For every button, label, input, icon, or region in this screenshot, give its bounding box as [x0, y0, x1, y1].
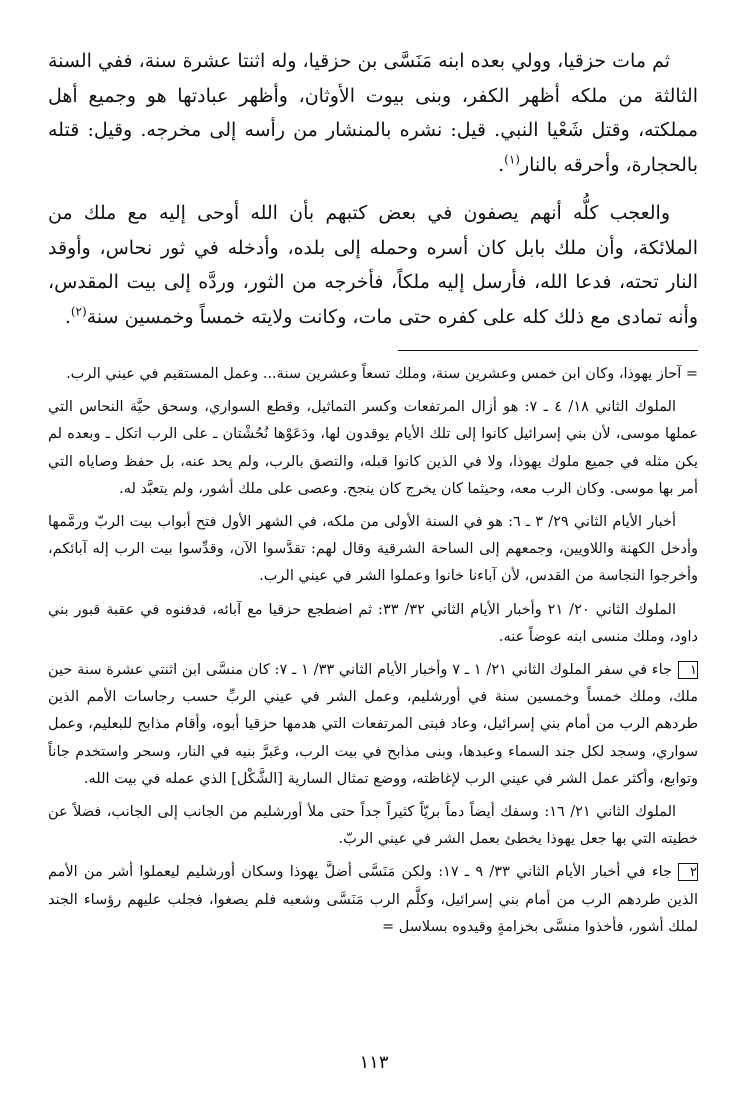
footnote-text: جاء في سفر الملوك الثاني ٢١/ ١ ـ ٧ وأخبار الأيام الثاني ٣٣/ ١ ـ ٧: كان منسَّى ابن اثنتي عشرة سنة حين ملك، وملك خمساً وخمسين سنة في أورشليم، وعمل الشر في عيني الربِّ حسب رجاسات الأمم الذين طردهم الرب من أمام بني إسرائيل، وعاد فبنى المرتفعات التي هدمها حزقيا أبوه، وأقام مذابح للبعليم، وعمل سواري، وسجد لكل جند السماء وعبدها، وبنى مذابح في بيت الرب، وعَبرَّ بنيه في النار، وسحر واستخدم جاناً وتوابع، وأكثر عمل الشر في عيني الرب لإغاظته، ووضع تمثال السارية [الشَّكْل] الذي عمله في بيت الله.	[48, 662, 698, 787]
footnote-ref: (٢)	[70, 304, 87, 319]
footnote-paragraph: الملوك الثاني ١٨/ ٤ ـ ٧: هو أزال المرتفعات وكسر التماثيل، وقطع السواري، وسحق حيَّة النحاس التي عملها موسى، لأن بني إسرائيل كانوا إلى تلك الأيام يوقدون لها، ودَعَوْها نُحُشْتان ـ على الرب اتكل ـ وبعده لم يكن مثله في جميع ملوك يهوذا، ولا في الذين كانوا قبله، والتصق بالرب، ولم يحد عنه، بل حفظ وصاياه التي أمر بها موسى. وكان الرب معه، وحيثما كان يخرج كان ينجح. وعصى على ملك أشور، ولم يتعبَّد له.	[48, 399, 698, 497]
footnote-2	[48, 859, 698, 941]
footnote-continuation: = آحاز يهوذا، وكان ابن خمس وعشرين سنة، وملك تسعاً وعشرين سنة... وعمل المستقيم في عيني الرب.	[66, 366, 698, 382]
footnote-number-box: ١	[678, 661, 698, 679]
footnote-1	[48, 657, 698, 793]
page-number: ١١٣	[359, 1052, 389, 1073]
paragraph-text: والعجب كلُّه أنهم يصفون في بعض كتبهم بأن الله أوحى إليه مع ملك من الملائكة، وأن ملك بابل كان أسره وحمله إلى بلده، وأدخله في ثور نحاس، وأوقد النار تحته، فدعا الله، فأرسل إليه ملكاً، فأخرجه من الثور، وردَّه إلى بيت المقدس، وأنه تمادى مع ذلك كله على كفره حتى مات، وكانت ولايته خمساً وخمسين سنة	[48, 202, 698, 328]
main-text	[48, 44, 698, 334]
main-paragraph	[48, 44, 698, 182]
footnotes	[48, 361, 698, 941]
footnote-paragraph: الملوك الثاني ٢٠/ ٢١ وأخبار الأيام الثاني ٣٢/ ٣٣: ثم اضطجع حزقيا مع آبائه، فدفنوه في عقبة قبور بني داود، وملك منسى ابنه عوضاً عنه.	[48, 601, 698, 645]
footnote-paragraph: الملوك الثاني ٢١/ ١٦: وسفك أيضاً دماً بريّاً كثيراً جداً حتى ملأ أورشليم من الجانب إلى الجانب، فضلاً عن خطيته التي بها جعل يهوذا يخطئ بعمل الشر في عيني الربّ.	[48, 804, 698, 848]
sentence-end: .	[64, 305, 71, 328]
main-paragraph	[48, 196, 698, 334]
footnote-ref: (١)	[504, 152, 520, 167]
footnote-paragraph: أخبار الأيام الثاني ٢٩/ ٣ ـ ٦: هو في السنة الأولى من ملكه، في الشهر الأول فتح أبواب بيت الربّ ورمَّمها وأدخل الكهنة واللاويين، وجمعهم إلى الساحة الشرقية وقال لهم: تقدَّسوا الآن، وقدِّسوا بيت الرب إله آبائكم، وأخرجوا النجاسة من القدس، لأن آباءنا خانوا وعملوا الشر في عيني الرب.	[48, 514, 698, 585]
sentence-end: .	[498, 153, 505, 176]
footnote-divider	[398, 350, 698, 351]
footnote-number-box: ٢	[678, 863, 698, 881]
paragraph-text: ثم مات حزقيا، وولي بعده ابنه مَنَسَّى بن حزقيا، وله اثنتا عشرة سنة، ففي السنة الثالثة من ملكه أظهر الكفر، وبنى بيوت الأوثان، وأظهر عبادتها هو وجميع أهل مملكته، وقتل شَعْيا النبي. قيل: نشره بالمنشار من رأسه إلى مخرجه. وقيل: قتله بالحجارة، وأحرقه بالنار	[48, 50, 698, 176]
footnote-text: جاء في أخبار الأيام الثاني ٣٣/ ٩ ـ ١٧: ولكن مَنَسَّى أضلَّ يهوذا وسكان أورشليم ليعملوا أشر من الأمم الذين طردهم الرب من أمام بني إسرائيل، وكلَّم الرب مَنَسَّى وشعبه فلم يصغوا، فجلب عليهم رؤساء الجند لملك أشور، فأخذوا منسَّى بخزامةٍ وقيدوه بسلاسل =	[48, 864, 698, 935]
